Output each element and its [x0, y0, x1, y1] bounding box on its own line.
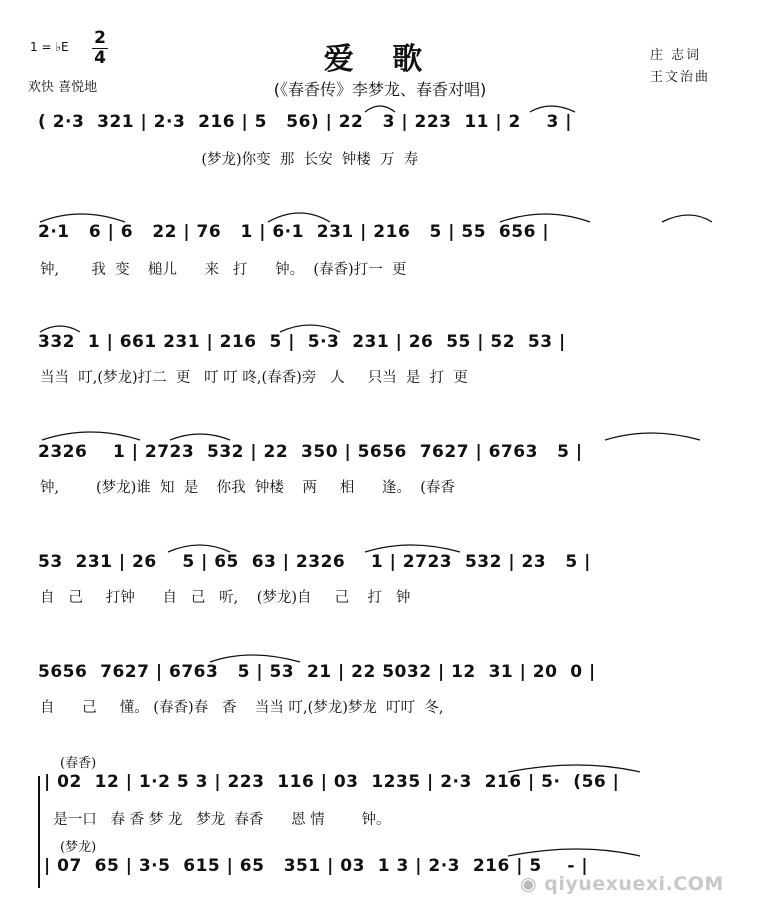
slur-arc [365, 545, 460, 552]
tempo-marking: 欢快 喜悦地 [28, 80, 98, 95]
slur-arc [280, 325, 340, 332]
slur-arc [500, 214, 590, 222]
slur-arc [605, 433, 700, 440]
watermark-logo-icon: ◉ [520, 873, 538, 895]
notation-row-3: 332 1 | 661 231 | 216 5 | 5·3 231 | 26 55 | 52 53 | [38, 332, 566, 352]
song-title: 爱 歌 [323, 42, 437, 77]
notation-row-2: 2·1 6 | 6 22 | 76 1 | 6·1 231 | 216 5 | 55 656 | [38, 222, 550, 242]
slur-arc [268, 213, 330, 222]
slur-arc [662, 215, 712, 222]
lyrics-row-4: 钟, (梦龙)谁 知 是 你我 钟楼 两 相 逢。 (春香 [40, 480, 455, 496]
composer-credit: 王文治曲 [650, 70, 711, 85]
role-label-menglong: (梦龙) [60, 840, 97, 855]
time-signature-bottom: 4 [94, 48, 106, 68]
slur-arc [40, 326, 80, 332]
lyrics-row-1: (梦龙)你变 那 长安 钟楼 万 寿 [40, 152, 419, 168]
lyrics-row-3: 当当 叮,(梦龙)打二 更 叮 叮 咚,(春香)旁 人 只当 是 打 更 [40, 370, 468, 386]
notation-menglong: | 07 65 | 3·5 615 | 65 351 | 03 1 3 | 2·3 216 | 5 - | [44, 856, 589, 876]
song-subtitle: (《春香传》李梦龙、春香对唱) [273, 80, 487, 99]
slur-arc [168, 545, 230, 552]
watermark-text: qiyuexuexi.COM [544, 873, 724, 895]
slur-arc [508, 849, 640, 856]
lyricist-credit: 庄 志词 [650, 48, 702, 63]
key-signature: 1 = ♭E [30, 40, 69, 54]
role-label-chunxiang: (春香) [60, 756, 97, 771]
notation-row-5: 53 231 | 26 5 | 65 63 | 2326 1 | 2723 532 | 23 5 | [38, 552, 591, 572]
slur-arc [170, 434, 230, 440]
lyrics-row-5: 自 己 打钟 自 己 听, (梦龙)自 己 打 钟 [40, 590, 411, 606]
notation-row-4: 2326 1 | 2723 532 | 22 350 | 5656 7627 | 6763 5 | [38, 442, 583, 462]
lyrics-chunxiang: 是一口 春 香 梦 龙 梦龙 春香 恩 情 钟。 [44, 812, 391, 828]
lyrics-row-2: 钟, 我 变 槌儿 来 打 钟。 (春香)打一 更 [40, 262, 407, 278]
slur-arc [530, 106, 575, 112]
slur-arc [365, 106, 395, 112]
notation-chunxiang: | 02 12 | 1·2 5 3 | 223 116 | 03 1235 | 2·3 216 | 5· (56 | [44, 772, 620, 792]
notation-row-6: 5656 7627 | 6763 5 | 53 21 | 22 5032 | 12 31 | 20 0 | [38, 662, 596, 682]
site-watermark [520, 873, 724, 895]
slur-arc [210, 655, 300, 662]
time-signature-top: 2 [94, 28, 106, 48]
slur-arc [508, 765, 640, 772]
slur-arc [40, 214, 125, 222]
slur-arc [42, 432, 140, 440]
lyrics-row-6: 自 己 懂。 (春香)春 香 当当 叮,(梦龙)梦龙 叮叮 冬, [40, 700, 444, 716]
notation-row-1: ( 2·3 321 | 2·3 216 | 5 56) | 22 3 | 223 11 | 2 3 | [38, 112, 572, 132]
